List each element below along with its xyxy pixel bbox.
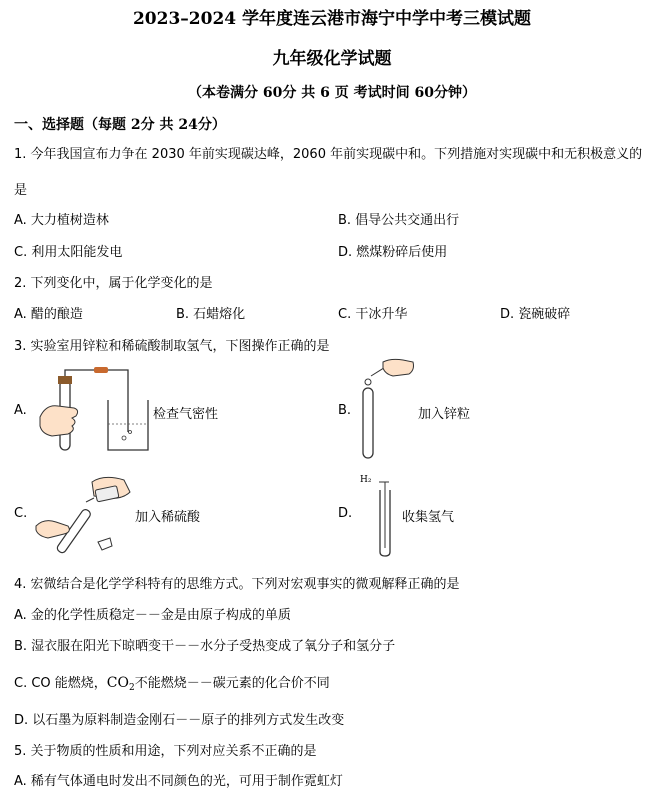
- q2-option-d: D. 瓷碗破碎: [500, 307, 571, 322]
- q3-option-c-letter: C.: [14, 506, 28, 521]
- q3-option-a-label: 检查气密性: [153, 407, 219, 422]
- q4-option-c-suffix: 不能燃烧－－碳元素的化合价不同: [134, 676, 330, 691]
- question-1-stem-cont: 是: [14, 183, 28, 198]
- q2-option-b: B. 石蜡熔化: [176, 307, 246, 322]
- q1-option-d: D. 燃煤粉碎后使用: [338, 245, 448, 260]
- q1-option-a: A. 大力植树造林: [14, 213, 109, 228]
- q4-option-b: B. 湿衣服在阳光下晾晒变干－－水分子受热变成了氧分子和氢分子: [14, 639, 396, 654]
- question-1-stem: 1. 今年我国宣布力争在 2030 年前实现碳达峰，2060 年前实现碳中和。下列措施对实现碳中和无积极意义的: [14, 147, 643, 162]
- q2-option-a: A. 醋的酿造: [14, 307, 83, 322]
- exam-title: 2023–2024 学年度连云港市海宁中学中考三模试题: [132, 9, 532, 29]
- q3-option-d-letter: D.: [338, 506, 353, 521]
- q4-option-a: A. 金的化学性质稳定－－金是由原子构成的单质: [14, 608, 291, 623]
- q1-option-b: B. 倡导公共交通出行: [338, 213, 460, 228]
- h2-label: H₂: [360, 475, 372, 485]
- q3-option-b-label: 加入锌粒: [418, 407, 471, 422]
- q4-option-d: D. 以石墨为原料制造金刚石－－原子的排列方式发生改变: [14, 713, 345, 728]
- co2-formula: $CO_2$: [106, 675, 135, 693]
- q2-option-c: C. 干冰升华: [338, 307, 408, 322]
- airtightness-check-figure: [36, 362, 151, 457]
- section-heading: 一、选择题（每题 2分 共 24分）: [14, 117, 226, 133]
- q1-option-c: C. 利用太阳能发电: [14, 245, 123, 260]
- q3-option-a-letter: A.: [14, 403, 27, 418]
- q4-option-c-prefix: C. CO 能燃烧，: [14, 676, 107, 691]
- q3-option-b-letter: B.: [338, 403, 352, 418]
- question-4-stem: 4. 宏微结合是化学学科特有的思维方式。下列对宏观事实的微观解释正确的是: [14, 577, 460, 592]
- q3-option-d-label: 收集氢气: [402, 510, 455, 525]
- q4-option-c: [14, 672, 330, 693]
- q5-option-a: A. 稀有气体通电时发出不同颜色的光，可用于制作霓虹灯: [14, 774, 343, 789]
- question-2-stem: 2. 下列变化中，属于化学变化的是: [14, 276, 213, 291]
- exam-subtitle: 九年级化学试题: [272, 49, 392, 69]
- question-5-stem: 5. 关于物质的性质和用途，下列对应关系不正确的是: [14, 744, 317, 759]
- exam-info: （本卷满分 60分 共 6 页 考试时间 60分钟）: [188, 85, 476, 101]
- q3-option-c-label: 加入稀硫酸: [135, 510, 201, 525]
- add-zinc-figure: [355, 358, 420, 460]
- add-acid-figure: [34, 470, 134, 560]
- question-3-stem: 3. 实验室用锌粒和稀硫酸制取氢气，下图操作正确的是: [14, 339, 330, 354]
